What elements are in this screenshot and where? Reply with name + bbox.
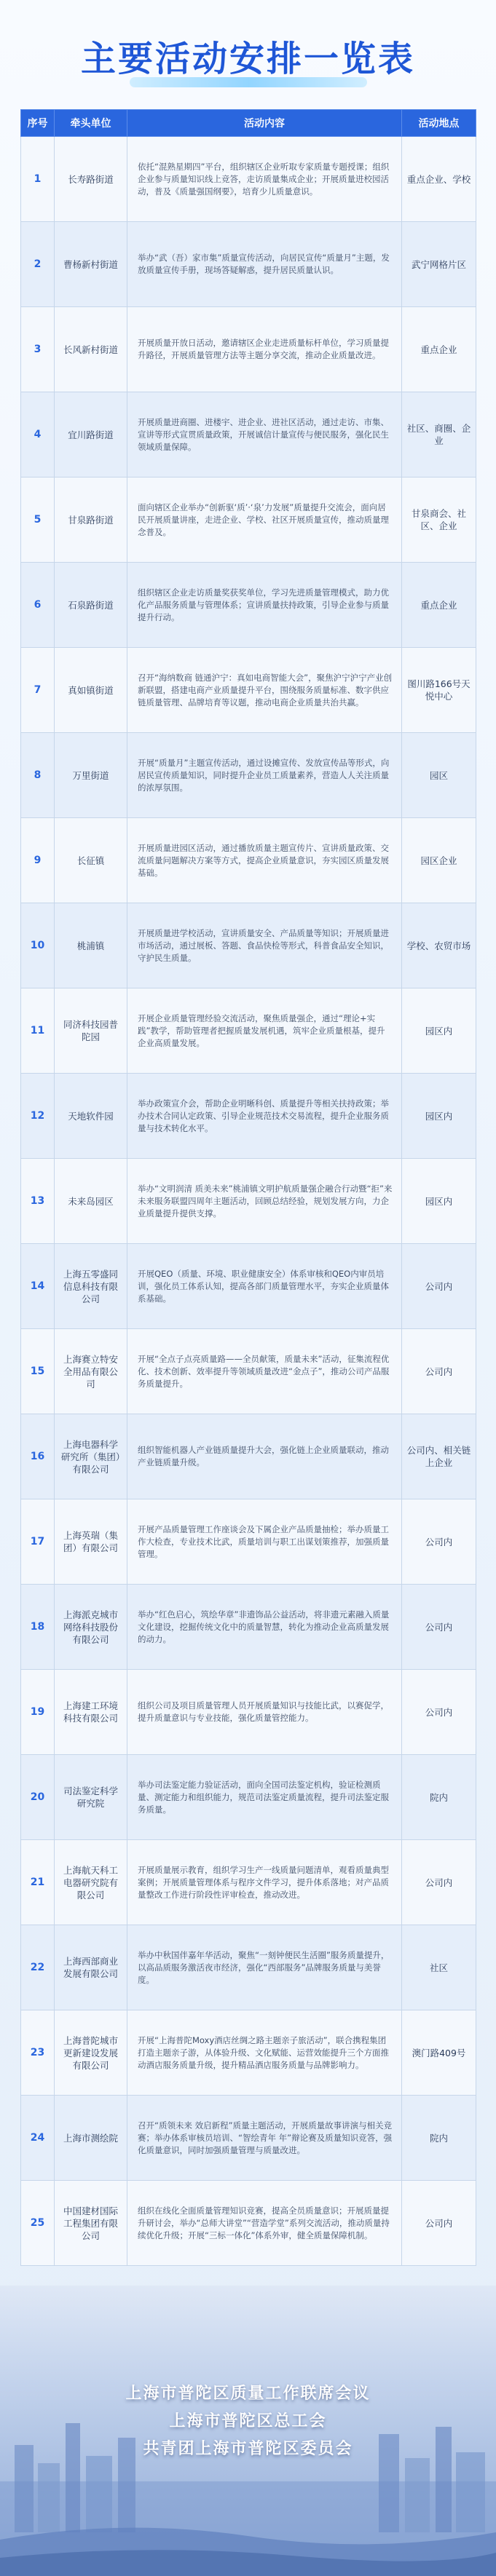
row-activity-content: 举办“文明润清 质美未来”桃浦镇文明护航质量强企融合行动暨“拒”来未来服务联盟四周年主题活动，回顾总结经验，规划发展方向，力企业质量提升提供支撑。 [127, 1159, 402, 1244]
row-number: 16 [21, 1414, 55, 1499]
table-row [21, 563, 476, 648]
table-header-row [21, 110, 476, 137]
row-number: 6 [21, 563, 55, 648]
table-row [21, 903, 476, 988]
row-number: 20 [21, 1755, 55, 1840]
table-row [21, 818, 476, 903]
row-organizer: 上海航天科工电器研究院有限公司 [55, 1840, 127, 1925]
page-title: 主要活动安排一览表 [80, 39, 415, 79]
row-location: 武宁网格片区 [402, 222, 476, 307]
row-number: 1 [21, 137, 55, 222]
header-no: 序号 [21, 110, 55, 137]
footer-line-1: 上海市普陀区质量工作联席会议 [125, 2385, 371, 2403]
activity-table [20, 109, 476, 2266]
table-row [21, 1755, 476, 1840]
row-location: 园区 [402, 733, 476, 818]
row-organizer: 石泉路街道 [55, 563, 127, 648]
row-activity-content: 召开“海纳数商 链通沪宁：真如电商智能大会”，聚焦沪宁沪宁产业创新联盟，搭建电商产业质量提升平台，围绕服务质量标准、数字供应链质量管理、品牌培育等议题，推动电商企业质量共治共赢。 [127, 648, 402, 733]
table-row [21, 1840, 476, 1925]
row-activity-content: 举办司法鉴定能力验证活动，面向全国司法鉴定机构，验证检测质量、测定能力和组织能力，规范司法鉴定质量流程，提升司法鉴定服务质量。 [127, 1755, 402, 1840]
row-location: 重点企业、学校 [402, 137, 476, 222]
row-number: 2 [21, 222, 55, 307]
row-location: 公司内 [402, 1840, 476, 1925]
row-location: 重点企业 [402, 563, 476, 648]
table-row [21, 1414, 476, 1499]
row-activity-content: 举办中秋国伴嘉年华活动，聚焦“一刻钟便民生活圈”服务质量提升，以高品质服务激活夜市经济，强化“西部服务”品牌服务质量与美誉度。 [127, 1925, 402, 2010]
row-number: 25 [21, 2181, 55, 2266]
table-row [21, 648, 476, 733]
row-number: 18 [21, 1585, 55, 1670]
table-row [21, 1925, 476, 2010]
title-area [0, 0, 496, 102]
row-organizer: 曹杨新村街道 [55, 222, 127, 307]
row-activity-content: 举办“武（吾）家市集”质量宣传活动，向居民宣传“质量月”主题，发放质量宣传手册，现场答疑解惑，提升居民质量认识。 [127, 222, 402, 307]
row-organizer: 天地软件园 [55, 1074, 127, 1159]
footer-organizers [0, 2380, 496, 2463]
row-activity-content: 组织公司及项目质量管理人员开展质量知识与技能比武，以赛促学，提升质量意识与专业技能，强化质量管控能力。 [127, 1670, 402, 1755]
table-row [21, 1585, 476, 1670]
row-location: 社区 [402, 1925, 476, 2010]
row-organizer: 上海市测绘院 [55, 2096, 127, 2181]
table-row [21, 307, 476, 392]
row-activity-content: 开展“上海普陀Moxy酒店丝绸之路主题亲子旅活动”，联合携程集团打造主题亲子游，从体验升级、文化赋能、运营效能提升三个方面推动酒店服务质量升级，提升精品酒店服务质量与品牌影响力。 [127, 2010, 402, 2096]
table-row [21, 1670, 476, 1755]
row-number: 11 [21, 988, 55, 1074]
row-organizer: 上海普陀城市更新建设发展有限公司 [55, 2010, 127, 2096]
table-row [21, 2010, 476, 2096]
row-location: 社区、商圈、企业 [402, 392, 476, 477]
header-content: 活动内容 [127, 110, 402, 137]
row-organizer: 中国建材国际工程集团有限公司 [55, 2181, 127, 2266]
row-activity-content: 开展质量展示教育，组织学习生产一线质量问题清单，观看质量典型案例；开展质量管理体系与程序文件学习，提升体系落地；对产品质量整改工作进行阶段性评审检查，推动改进。 [127, 1840, 402, 1925]
row-activity-content: 面向辖区企业举办“创新驱‘质’·‘泉’力发展”质量提升交流会，面向居民开展质量讲座，走进企业、学校、社区开展质量宣传，推动质量理念普及。 [127, 477, 402, 563]
table-row [21, 733, 476, 818]
row-number: 24 [21, 2096, 55, 2181]
header-org: 牵头单位 [55, 110, 127, 137]
row-activity-content: 举办政策宣介会，帮助企业明晰科创、质量提升等相关扶持政策；举办技术合同认定政策、引导企业规范技术交易流程，提升企业服务质量与技术转化水平。 [127, 1074, 402, 1159]
row-activity-content: 召开“质领未来 效启新程”质量主题活动，开展质量故事讲演与相关竞赛；举办体系审核员培训、“智绘青年 年”辩论赛及质量知识竞答，强化质量意识，同时加强质量管理与质量改进。 [127, 2096, 402, 2181]
table-row [21, 137, 476, 222]
row-number: 22 [21, 1925, 55, 2010]
row-activity-content: 开展QEO（质量、环境、职业健康安全）体系审核和QEO内审员培训，强化员工体系认知，提高各部门质量管理水平，夯实企业质量体系基础。 [127, 1244, 402, 1329]
row-activity-content: 开展产品质量管理工作座谈会及下属企业产品质量抽检；举办质量工作大检查，专业技术比武，质量培训与职工出谋划策推荐，加强质量管理。 [127, 1499, 402, 1585]
row-activity-content: 开展“质量月”主题宣传活动，通过设摊宣传、发放宣传品等形式，向居民宣传质量知识，同时提升企业员工质量素养，营造人人关注质量的浓厚氛围。 [127, 733, 402, 818]
row-number: 13 [21, 1159, 55, 1244]
row-organizer: 长征镇 [55, 818, 127, 903]
row-location: 公司内、相关链上企业 [402, 1414, 476, 1499]
row-location: 公司内 [402, 2181, 476, 2266]
row-organizer: 长风新村街道 [55, 307, 127, 392]
row-number: 7 [21, 648, 55, 733]
table-row [21, 2096, 476, 2181]
row-activity-content: 开展质量进园区活动，通过播放质量主题宣传片、宣讲质量政策、交流质量问题解决方案等方式，提高企业质量意识，夯实园区质量发展基础。 [127, 818, 402, 903]
row-number: 8 [21, 733, 55, 818]
row-organizer: 宜川路街道 [55, 392, 127, 477]
row-organizer: 真如镇街道 [55, 648, 127, 733]
row-location: 园区内 [402, 1159, 476, 1244]
row-location: 澳门路409号 [402, 2010, 476, 2096]
header-location: 活动地点 [402, 110, 476, 137]
row-organizer: 桃浦镇 [55, 903, 127, 988]
row-number: 3 [21, 307, 55, 392]
row-number: 19 [21, 1670, 55, 1755]
row-location: 园区内 [402, 1074, 476, 1159]
table-row [21, 988, 476, 1074]
row-number: 12 [21, 1074, 55, 1159]
row-organizer: 未来岛园区 [55, 1159, 127, 1244]
row-location: 院内 [402, 2096, 476, 2181]
row-organizer: 上海英瑞（集团）有限公司 [55, 1499, 127, 1585]
row-organizer: 上海西部商业发展有限公司 [55, 1925, 127, 2010]
row-location: 公司内 [402, 1244, 476, 1329]
row-location: 院内 [402, 1755, 476, 1840]
footer-line-2: 上海市普陀区总工会 [169, 2412, 327, 2430]
row-organizer: 上海派克城市网络科技股份有限公司 [55, 1585, 127, 1670]
row-location: 园区内 [402, 988, 476, 1074]
table-row [21, 392, 476, 477]
row-organizer: 司法鉴定科学研究院 [55, 1755, 127, 1840]
row-number: 9 [21, 818, 55, 903]
row-organizer: 万里街道 [55, 733, 127, 818]
row-number: 14 [21, 1244, 55, 1329]
row-location: 公司内 [402, 1329, 476, 1414]
row-number: 15 [21, 1329, 55, 1414]
table-row [21, 1159, 476, 1244]
footer [0, 2286, 496, 2576]
row-number: 10 [21, 903, 55, 988]
row-number: 17 [21, 1499, 55, 1585]
table-row [21, 477, 476, 563]
row-location: 公司内 [402, 1499, 476, 1585]
row-organizer: 上海赛立特安全用品有限公司 [55, 1329, 127, 1414]
row-location: 重点企业 [402, 307, 476, 392]
row-number: 5 [21, 477, 55, 563]
table-body [21, 137, 476, 2266]
table-row [21, 2181, 476, 2266]
row-activity-content: 开展质量进商圈、进楼宇、进企业、进社区活动，通过走访、市集、宣讲等形式宣贯质量政策，开展诚信计量宣传与便民服务，强化民生领域质量保障。 [127, 392, 402, 477]
row-organizer: 同济科技园普陀园 [55, 988, 127, 1074]
row-activity-content: 举办“红色启心，筑绘华章”非遗饰品公益活动，将非遗元素融入质量文化建设，挖掘传统文化中的质量智慧，转化为推动企业高质量发展的动力。 [127, 1585, 402, 1670]
row-location: 公司内 [402, 1670, 476, 1755]
table-row [21, 222, 476, 307]
row-number: 4 [21, 392, 55, 477]
row-location: 学校、农贸市场 [402, 903, 476, 988]
footer-line-3: 共青团上海市普陀区委员会 [143, 2440, 353, 2458]
table-row [21, 1329, 476, 1414]
row-organizer: 甘泉路街道 [55, 477, 127, 563]
row-location: 园区企业 [402, 818, 476, 903]
row-organizer: 上海建工环境科技有限公司 [55, 1670, 127, 1755]
table-row [21, 1074, 476, 1159]
row-activity-content: 组织在线化全面质量管理知识竞赛，提高全员质量意识；开展质量提升研讨会，举办“总师大讲堂”“营造学堂”系列交流活动，推动质量持续优化升级；开展“三标一体化”体系外审，健全质量保障机制。 [127, 2181, 402, 2266]
row-organizer: 长寿路街道 [55, 137, 127, 222]
row-number: 23 [21, 2010, 55, 2096]
row-activity-content: 依托“混熟星期四”平台，组织辖区企业听取专家质量专题授课；组织企业参与质量知识线上竞答，走访质量集成企业；开展质量进校园活动，普及《质量强国纲要》，培育少儿质量意识。 [127, 137, 402, 222]
row-activity-content: 开展质量开放日活动，邀请辖区企业走进质量标杆单位，学习质量提升路径，开展质量管理方法等主题分享交流，推动企业质量改进。 [127, 307, 402, 392]
row-location: 甘泉商会、社区、企业 [402, 477, 476, 563]
row-activity-content: 开展企业质量管理经验交流活动，聚焦质量强企，通过“理论+实践”教学，帮助管理者把握质量发展机遇，筑牢企业质量根基，提升企业高质量发展。 [127, 988, 402, 1074]
row-activity-content: 组织辖区企业走访质量奖获奖单位，学习先进质量管理模式，助力优化产品服务质量与管理体系；宣讲质量扶持政策，引导企业参与质量提升行动。 [127, 563, 402, 648]
row-location: 图川路166号天悦中心 [402, 648, 476, 733]
row-location: 公司内 [402, 1585, 476, 1670]
row-activity-content: 开展“全点子点亮质量路——全员献策，质量未来”活动，征集流程优化、技术创新、效率提升等领域质量改进“金点子”，推动公司产品服务质量提升。 [127, 1329, 402, 1414]
row-activity-content: 开展质量进学校活动，宣讲质量安全、产品质量等知识；开展质量进市场活动，通过展板、答题、食品快检等形式，科普食品安全知识，守护民生质量。 [127, 903, 402, 988]
row-organizer: 上海电器科学研究所（集团）有限公司 [55, 1414, 127, 1499]
row-number: 21 [21, 1840, 55, 1925]
table-row [21, 1499, 476, 1585]
table-row [21, 1244, 476, 1329]
row-activity-content: 组织智能机器人产业链质量提升大会，强化链上企业质量联动，推动产业链质量升级。 [127, 1414, 402, 1499]
row-organizer: 上海五零盛同信息科技有限公司 [55, 1244, 127, 1329]
